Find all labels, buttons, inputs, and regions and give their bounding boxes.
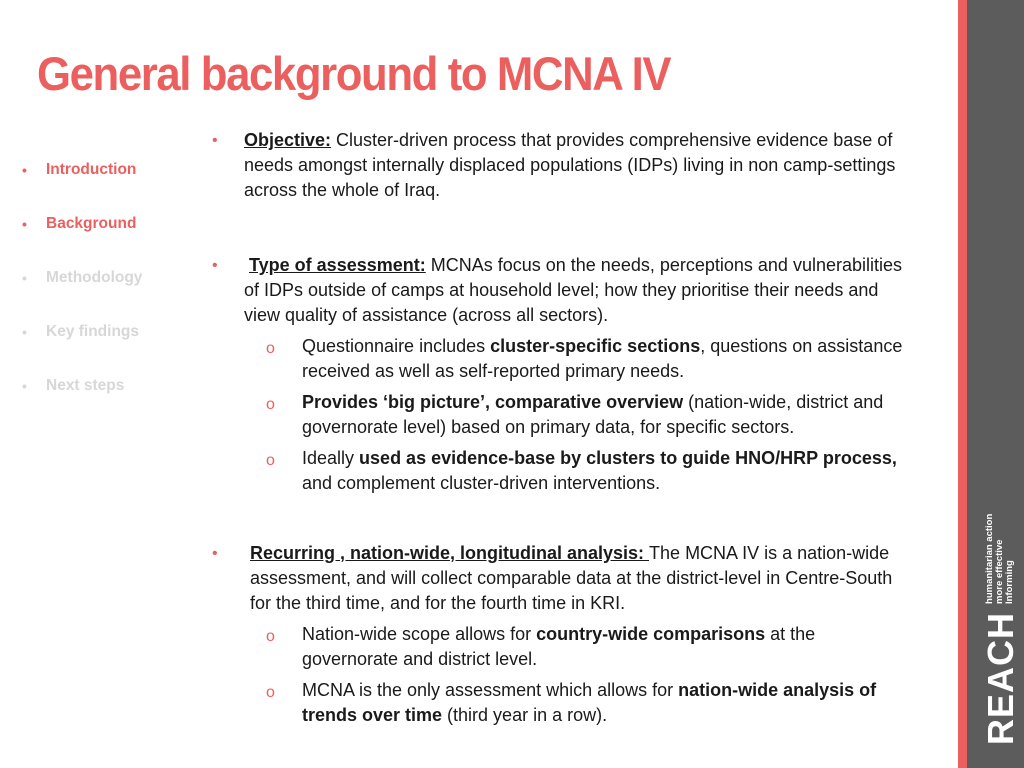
- circle-bullet-icon: o: [266, 340, 275, 357]
- bullet-text: Cluster-driven process that provides comprehensive evidence base of needs amongst internally displaced populations (IDPs) living in non camp-settings across the whole of Iraq.: [244, 130, 896, 200]
- nav-item-background[interactable]: [22, 214, 142, 268]
- bullet-icon: •: [22, 270, 27, 286]
- tagline-line: more effective: [994, 539, 1005, 604]
- circle-bullet-icon: o: [266, 396, 275, 413]
- sub-text: (nation-wide, district and governorate level) based on primary data, for specific sectors.: [302, 392, 884, 437]
- reach-logo: [980, 513, 1021, 745]
- bullet-icon: •: [212, 257, 218, 274]
- bullet-text: MCNAs focus on the needs, perceptions and vulnerabilities of IDPs outside of camps at household level; how they prioritise their needs and view quality of assistance (across all sectors).: [244, 255, 902, 325]
- circle-bullet-icon: o: [266, 628, 275, 645]
- sub-text: Ideally: [302, 448, 360, 468]
- tagline-line: Informing: [1004, 560, 1015, 604]
- sub-bold: nation-wide analysis of trends over time: [302, 680, 877, 725]
- sub-bold: used as evidence-base by clusters to guide HNO/HRP process,: [359, 448, 897, 468]
- brand-sidebar: [958, 0, 1024, 768]
- circle-bullet-icon: o: [266, 452, 275, 469]
- bullet-label: Objective:: [244, 130, 332, 150]
- bullet-icon: •: [22, 324, 27, 340]
- section-nav: [22, 160, 142, 430]
- bullet-icon: •: [22, 162, 27, 178]
- nav-item-methodology[interactable]: [22, 268, 142, 322]
- sub-bullet: [250, 622, 912, 672]
- bullet-objective: [212, 128, 912, 203]
- nav-label: Key findings: [46, 323, 140, 340]
- sub-text: MCNA is the only assessment which allows for: [302, 680, 679, 700]
- bullet-type-of-assessment: [212, 253, 912, 496]
- slide-body: [212, 128, 912, 728]
- bullet-icon: •: [212, 132, 218, 149]
- sub-bullet: [244, 334, 912, 384]
- nav-item-key-findings[interactable]: [22, 322, 142, 376]
- sub-bold: country-wide comparisons: [536, 624, 766, 644]
- sub-text: (third year in a row).: [442, 705, 608, 725]
- sub-bullet: [244, 390, 912, 440]
- bullet-icon: •: [22, 216, 27, 232]
- tagline-line: humanitarian action: [984, 513, 995, 604]
- sub-bullet: [250, 678, 912, 728]
- logo-wordmark: REACH: [980, 611, 1021, 745]
- sub-text: Questionnaire includes: [302, 336, 491, 356]
- bullet-recurring-analysis: [212, 541, 912, 728]
- nav-label: Next steps: [46, 377, 125, 394]
- bullet-label: Recurring , nation-wide, longitudinal analysis:: [250, 543, 650, 563]
- nav-label: Introduction: [46, 161, 137, 178]
- circle-bullet-icon: o: [266, 684, 275, 701]
- nav-label: Background: [46, 215, 137, 232]
- bullet-icon: •: [22, 378, 27, 394]
- sub-bold: cluster-specific sections: [490, 336, 701, 356]
- sub-bullet: [244, 446, 912, 496]
- logo-tagline: [983, 514, 1015, 604]
- sub-text: Nation-wide scope allows for: [302, 624, 537, 644]
- page-title: General background to MCNA IV: [37, 47, 671, 100]
- nav-label: Methodology: [46, 269, 143, 286]
- sub-text: , questions on assistance received as well as self-reported primary needs.: [302, 336, 903, 381]
- nav-item-introduction[interactable]: [22, 160, 142, 214]
- bullet-icon: •: [212, 545, 218, 562]
- nav-item-next-steps[interactable]: [22, 376, 142, 430]
- bullet-label: Type of assessment:: [249, 255, 426, 275]
- sub-bold: Provides ‘big picture’, comparative overview: [302, 392, 684, 412]
- sub-text: at the governorate and district level.: [302, 624, 816, 669]
- bullet-text: The MCNA IV is a nation-wide assessment, and will collect comparable data at the district-level in Centre-South for the third time, and for the fourth time in KRI.: [250, 543, 893, 613]
- sub-text: and complement cluster-driven interventions.: [302, 473, 661, 493]
